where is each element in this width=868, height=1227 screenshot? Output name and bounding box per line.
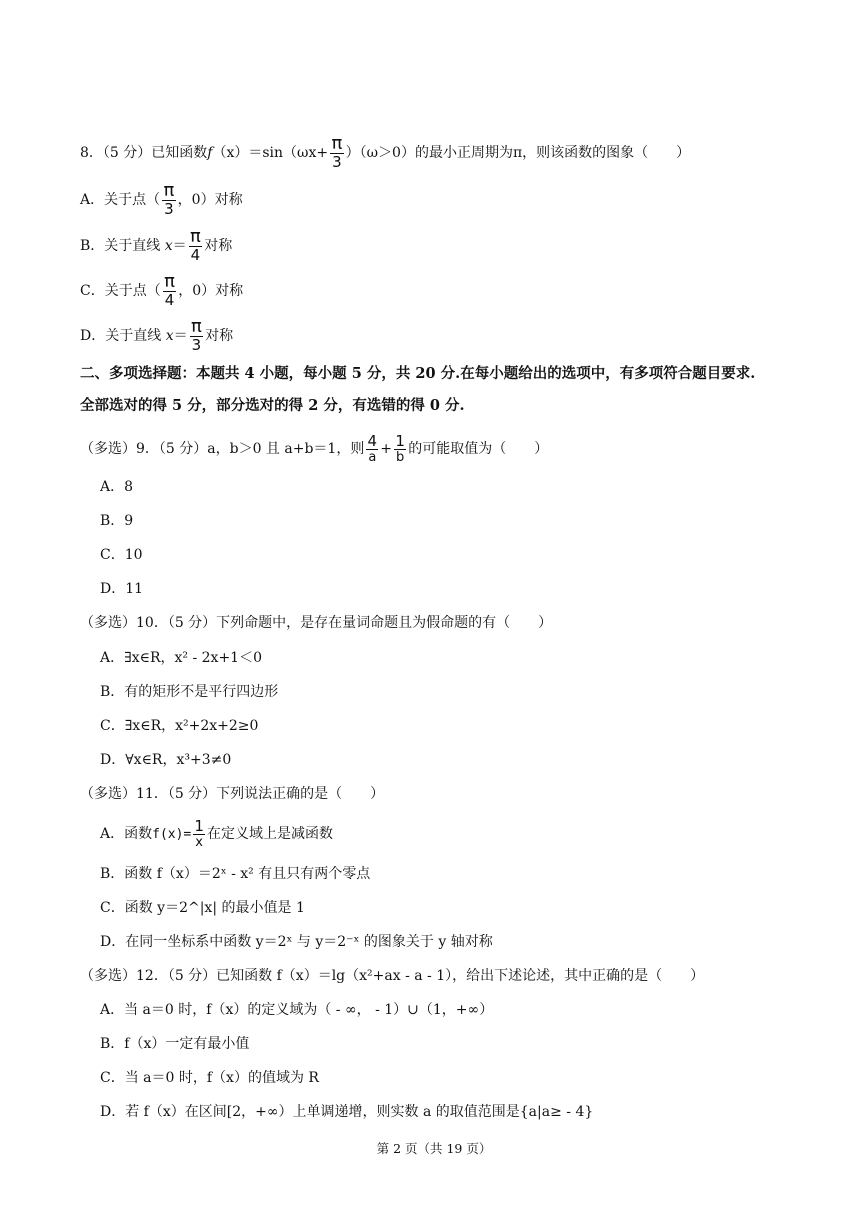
q10-stem: （多选）10．（5 分）下列命题中，是存在量词命题且为假命题的有（ ） [80,615,553,631]
q8-stem-text-a: 8．（5 分）已知函数 [80,145,208,161]
q10-option-c: C．∃x∈R，x²+2x+2≥0 [100,718,259,734]
q12-option-a: A．当 a＝0 时，f（x）的定义域为（ - ∞， - 1）∪（1，+∞） [100,1002,494,1018]
q8-stem-text-b: ＝sin（ωx+ [248,145,329,161]
q9-option-b: B．9 [100,513,134,529]
q8-d-fraction: $\frac{\pi}{3}$ [190,316,202,354]
q12-option-b: B．f（x）一定有最小值 [100,1036,250,1052]
q11-option-b: B．函数 f（x）＝2ˣ - x² 有且只有两个零点 [100,866,371,882]
q9-option-c: C．10 [100,547,143,563]
q8-a-fraction: $\frac{\pi}{3}$ [163,180,175,218]
q9-option-a: A．8 [100,479,134,495]
q10-option-d: D．∀x∈R，x³+3≠0 [100,752,232,768]
section2-heading-line1: 二、多项选择题：本题共 4 小题，每小题 5 分，共 20 分.在每小题给出的选项中，有多项符合题目要求. [80,365,756,382]
q8-option-c: C．关于点（ $\frac{\pi}{4}$ ，0）对称 [80,271,244,309]
q9-fraction-1: $\frac{4}{a}$ [367,432,378,465]
q12-option-c: C．当 a＝0 时，f（x）的值域为 R [100,1070,319,1086]
q8-stem-text-c: ）（ω＞0）的最小正周期为π，则该函数的图象（ ） [345,145,691,161]
q9-fraction-2: $\frac{1}{b}$ [395,432,405,465]
q8-stem-fraction: $\frac{\pi}{3}$ [331,133,343,171]
q11-option-c: C．函数 y＝2^|x| 的最小值是 1 [100,900,305,916]
q10-option-a: A．∃x∈R，x² - 2x+1＜0 [100,650,262,666]
q11-a-func: f(x)= [152,827,192,842]
q8-option-d: D．关于直线 x＝ $\frac{\pi}{3}$ 对称 [80,316,234,354]
q8-c-fraction: $\frac{\pi}{4}$ [164,271,175,309]
q8-stem [80,135,690,171]
q8-option-a: A．关于点（ $\frac{\pi}{3}$ ，0）对称 [80,180,243,218]
q11-option-a: A．函数f(x)= $\frac{1}{x}$ 在定义域上是减函数 [100,817,333,850]
page-footer: 第 2 页（共 19 页） [376,1141,492,1156]
q12-option-d: D．若 f（x）在区间[2，+∞）上单调递增，则实数 a 的取值范围是{a|a≥ - 4} [100,1104,594,1120]
q8-option-b: B．关于直线 x＝ $\frac{\pi}{4}$ 对称 [80,226,233,264]
q9-stem: （多选）9．（5 分）a，b＞0 且 a+b＝1，则 $\frac{4}{a}$ + $\frac{1}{b}$ 的可能取值为（ ） [80,432,549,465]
q11-option-d: D．在同一坐标系中函数 y＝2ˣ 与 y＝2⁻ˣ 的图象关于 y 轴对称 [100,934,493,950]
q11-stem: （多选）11．（5 分）下列说法正确的是（ ） [80,786,385,802]
q8-func-name: f [207,145,213,161]
q10-option-b: B．有的矩形不是平行四边形 [100,684,279,700]
section2-heading-line2: 全部选对的得 5 分，部分选对的得 2 分，有选错的得 0 分. [80,397,465,414]
q8-b-fraction: $\frac{\pi}{4}$ [190,226,201,264]
q9-option-d: D．11 [100,581,144,597]
q12-stem: （多选）12．（5 分）已知函数 f（x）＝lg（x²+ax - a - 1），给出下述论述，其中正确的是（ ） [80,968,705,984]
q8-func-arg: （x） [212,145,249,161]
q11-a-fraction: $\frac{1}{x}$ [194,817,204,850]
